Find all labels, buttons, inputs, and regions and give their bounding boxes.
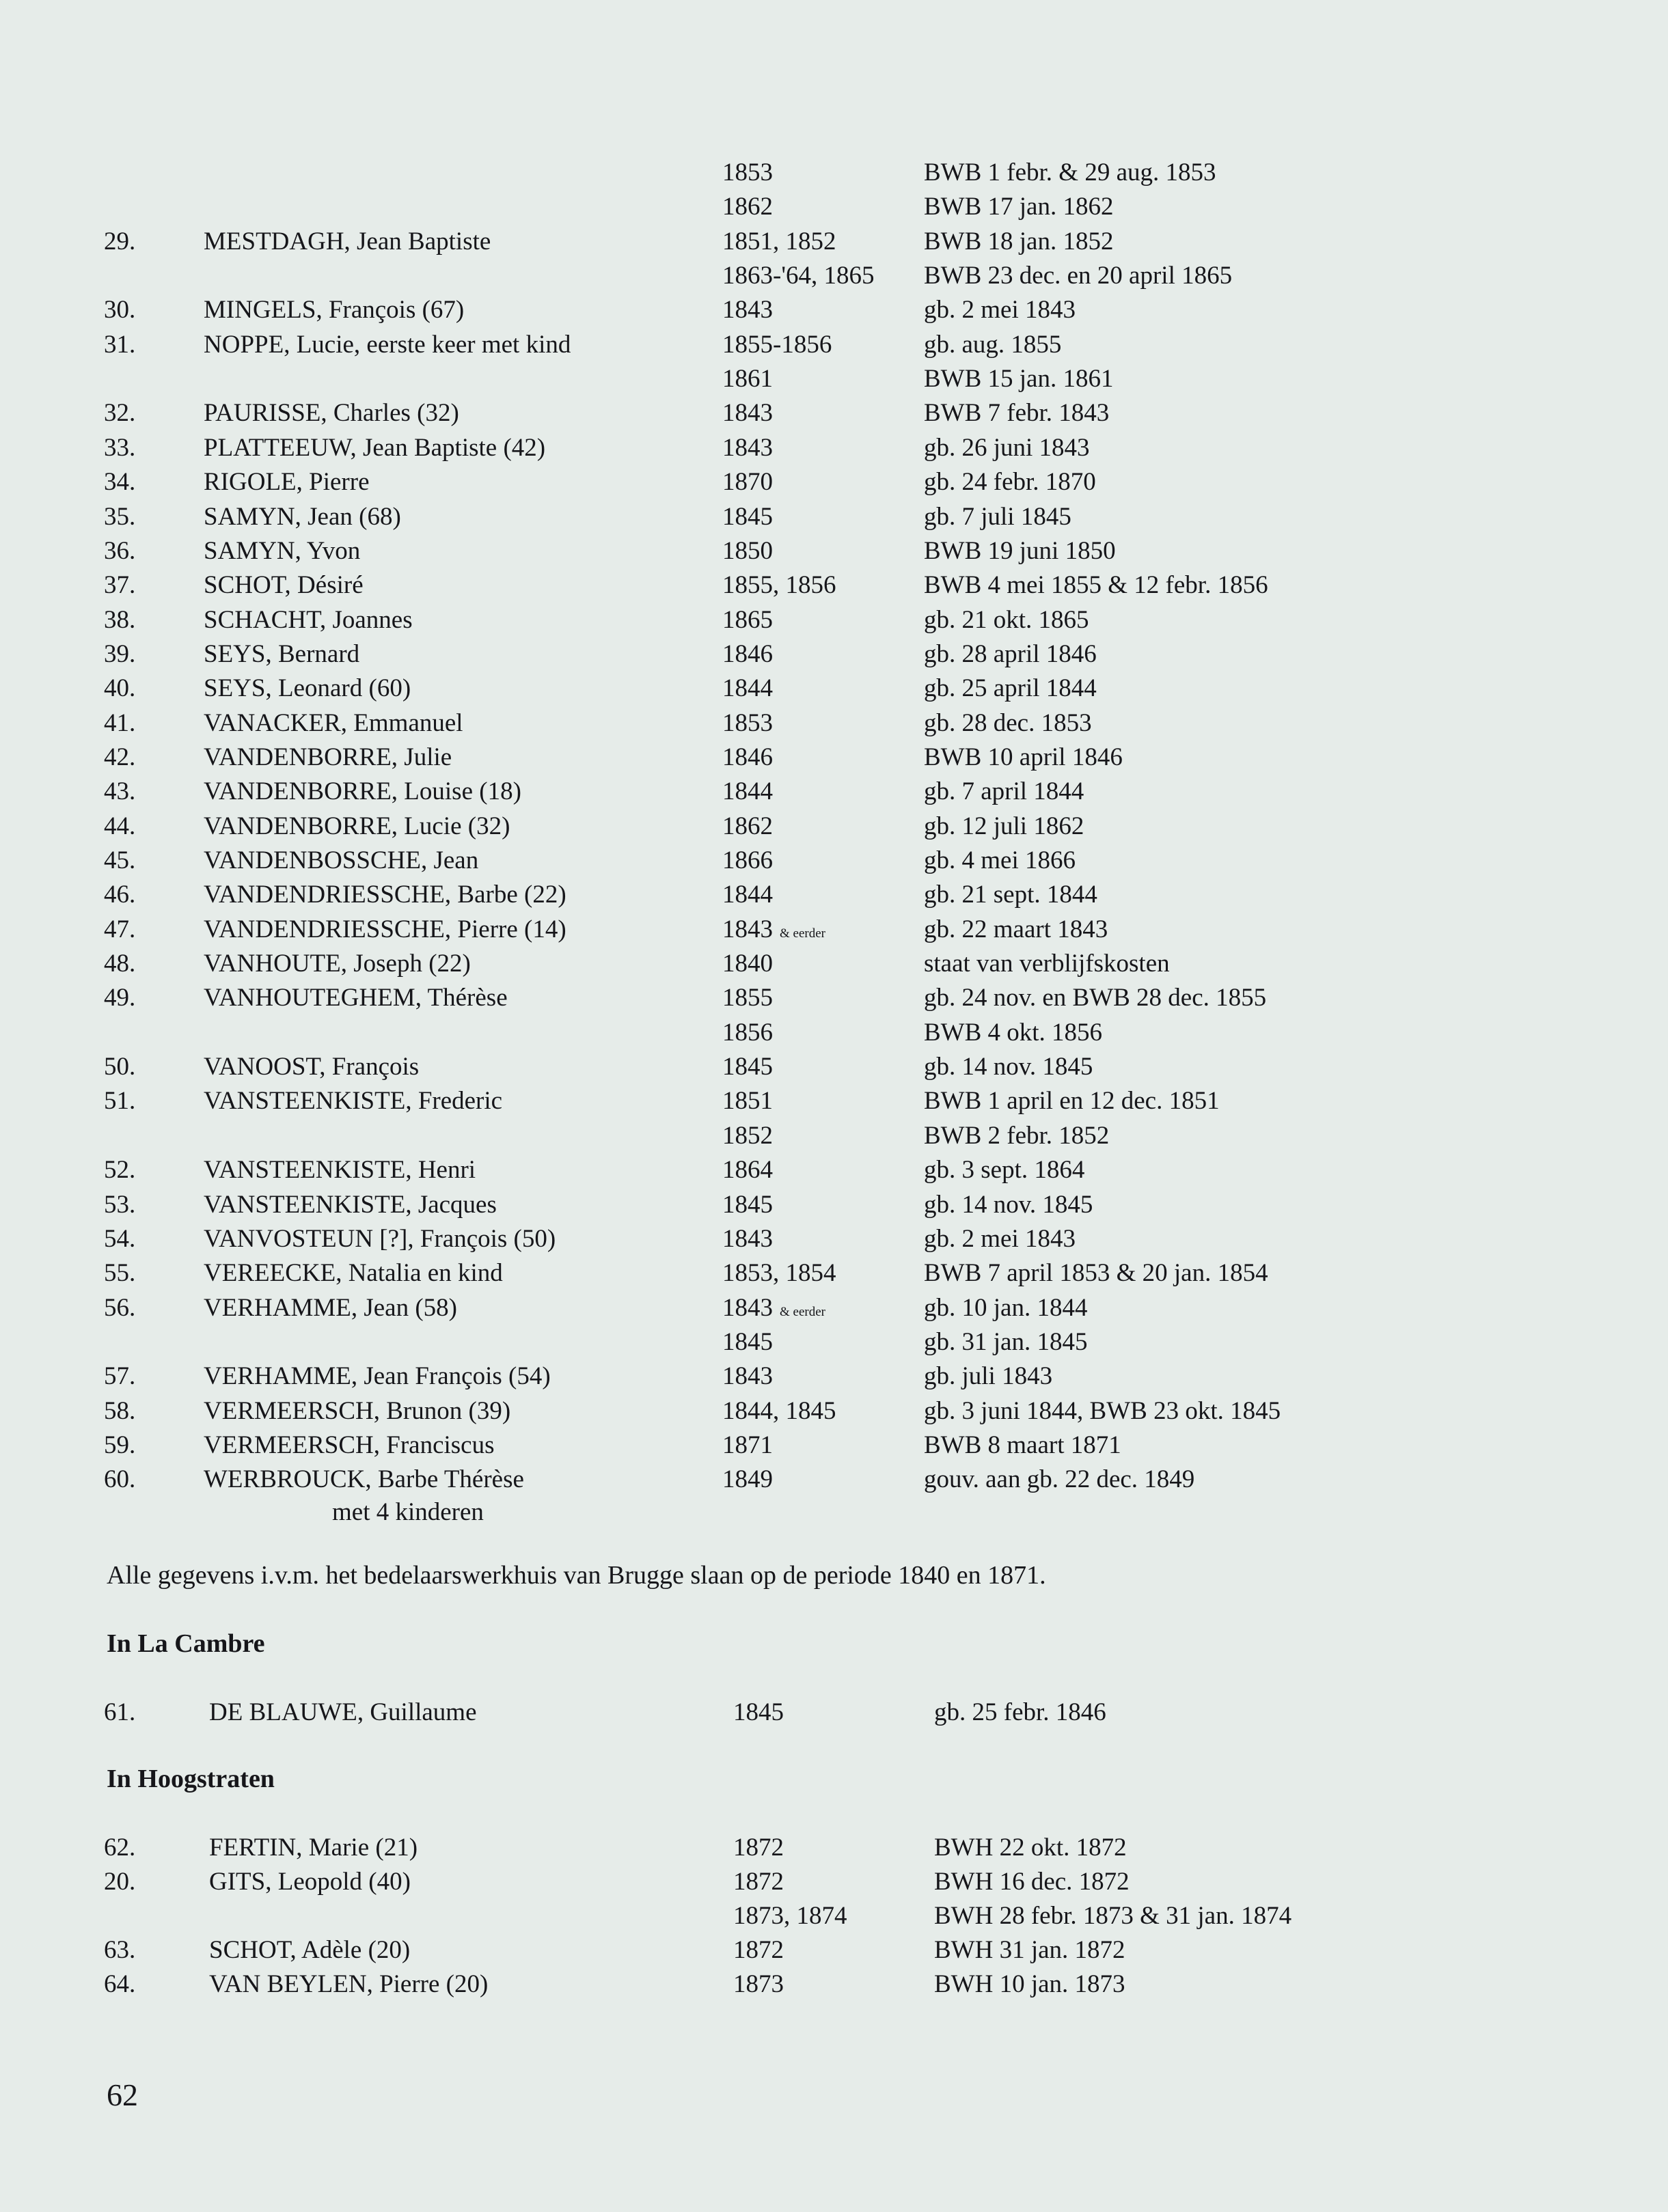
entry-name: VANVOSTEUN [?], François (50) xyxy=(204,1224,556,1253)
entry-source: gb. 22 maart 1843 xyxy=(924,915,1108,943)
table-row xyxy=(0,362,1668,396)
entry-year: 1844 xyxy=(722,881,773,909)
table-row xyxy=(0,1967,1668,2002)
table-row xyxy=(0,1188,1668,1222)
entry-year: 1851, 1852 xyxy=(722,227,836,255)
entry-source: BWH 28 febr. 1873 & 31 jan. 1874 xyxy=(934,1902,1292,1930)
entry-year: 1845 xyxy=(722,1190,773,1219)
table-row xyxy=(0,1016,1668,1050)
entry-year: 1872 xyxy=(733,1868,784,1896)
table-row xyxy=(0,844,1668,878)
entry-year: 1846 xyxy=(722,743,773,771)
entry-source: BWH 16 dec. 1872 xyxy=(934,1868,1130,1896)
entry-source: BWB 1 april en 12 dec. 1851 xyxy=(924,1087,1220,1116)
entry-year: 1866 xyxy=(722,846,773,874)
entry-number: 57. xyxy=(104,1362,136,1391)
entry-source: gb. 21 okt. 1865 xyxy=(924,605,1089,634)
entry-year: 1856 xyxy=(722,1018,773,1047)
entry-name: VANHOUTEGHEM, Thérèse xyxy=(204,984,508,1012)
year-value: 1843 xyxy=(722,915,773,943)
entry-year: 1843 xyxy=(722,296,773,324)
entry-year: 1862 xyxy=(722,193,773,221)
table-row xyxy=(0,603,1668,637)
table-row xyxy=(0,190,1668,224)
entry-year xyxy=(722,1291,825,1329)
entry-source: gb. 25 april 1844 xyxy=(924,674,1097,703)
entry-source: BWB 7 april 1853 & 20 jan. 1854 xyxy=(924,1259,1268,1288)
entry-name: VANSTEENKISTE, Frederic xyxy=(204,1087,503,1116)
entry-name: FERTIN, Marie (21) xyxy=(209,1834,418,1862)
entry-year: 1861 xyxy=(722,365,773,393)
table-row xyxy=(0,293,1668,327)
entry-number: 62. xyxy=(104,1834,136,1862)
table-row xyxy=(0,431,1668,465)
table-row xyxy=(0,1865,1668,1899)
entry-source: BWB 4 mei 1855 & 12 febr. 1856 xyxy=(924,571,1268,600)
entry-source: staat van verblijfskosten xyxy=(924,950,1170,978)
table-row xyxy=(0,637,1668,672)
entry-number: 58. xyxy=(104,1396,136,1425)
entry-name: VANACKER, Emmanuel xyxy=(204,708,463,737)
entry-year xyxy=(722,913,825,951)
entry-source: BWH 31 jan. 1872 xyxy=(934,1936,1125,1964)
entry-name: VANDENDRIESSCHE, Barbe (22) xyxy=(204,881,566,909)
entry-year: 1843 xyxy=(722,399,773,428)
entry-year: 1846 xyxy=(722,639,773,668)
table-row xyxy=(0,1394,1668,1428)
table-row xyxy=(0,775,1668,809)
entry-number: 61. xyxy=(104,1698,136,1726)
entry-number: 39. xyxy=(104,639,136,668)
entry-name: DE BLAUWE, Guillaume xyxy=(209,1698,477,1726)
entry-year: 1855, 1856 xyxy=(722,571,836,600)
entry-source: BWB 18 jan. 1852 xyxy=(924,227,1114,255)
entry-year: 1853, 1854 xyxy=(722,1259,836,1288)
entry-source: gb. 26 juni 1843 xyxy=(924,433,1090,462)
table-row xyxy=(0,500,1668,534)
entry-name: VEREECKE, Natalia en kind xyxy=(204,1259,503,1288)
entry-source: gb. 2 mei 1843 xyxy=(924,296,1076,324)
entry-source: gb. 24 febr. 1870 xyxy=(924,468,1096,497)
entry-source: BWH 10 jan. 1873 xyxy=(934,1970,1125,1998)
entry-source: gb. 28 dec. 1853 xyxy=(924,708,1092,737)
entry-year: 1855 xyxy=(722,984,773,1012)
entry-source: gb. 28 april 1846 xyxy=(924,639,1097,668)
table-row xyxy=(0,1463,1668,1497)
entry-source: gb. 21 sept. 1844 xyxy=(924,881,1097,909)
entry-source: gb. 25 febr. 1846 xyxy=(934,1698,1106,1726)
entry-name: WERBROUCK, Barbe Thérèse xyxy=(204,1465,524,1494)
entry-name: VANDENBOSSCHE, Jean xyxy=(204,846,479,874)
entry-name: SEYS, Leonard (60) xyxy=(204,674,411,703)
table-row xyxy=(0,156,1668,190)
entry-number: 37. xyxy=(104,571,136,600)
entry-number: 34. xyxy=(104,468,136,497)
table-row xyxy=(0,672,1668,706)
entry-year: 1855-1856 xyxy=(722,330,832,359)
entry-year: 1844 xyxy=(722,674,773,703)
entry-name: VANDENBORRE, Lucie (32) xyxy=(204,812,510,840)
entry-year: 1845 xyxy=(733,1698,784,1726)
table-row xyxy=(0,1084,1668,1118)
table-row xyxy=(0,1050,1668,1084)
table-row xyxy=(0,1899,1668,1933)
year-suffix: & eerder xyxy=(780,1304,825,1319)
table-row xyxy=(0,1359,1668,1394)
entry-number: 41. xyxy=(104,708,136,737)
entry-year: 1870 xyxy=(722,468,773,497)
table-row xyxy=(0,1153,1668,1187)
entry-name: VAN BEYLEN, Pierre (20) xyxy=(209,1970,489,1998)
entry-year: 1863-'64, 1865 xyxy=(722,262,875,290)
entry-name: PAURISSE, Charles (32) xyxy=(204,399,459,428)
entry-name: VANHOUTE, Joseph (22) xyxy=(204,950,471,978)
entry-number: 32. xyxy=(104,399,136,428)
table-row xyxy=(0,225,1668,259)
entry-name: VANOOST, François xyxy=(204,1053,420,1081)
entry-source: gb. 4 mei 1866 xyxy=(924,846,1076,874)
entry-year: 1872 xyxy=(733,1834,784,1862)
entry-name: VERHAMME, Jean François (54) xyxy=(204,1362,551,1391)
table-row xyxy=(0,1428,1668,1463)
entry-number: 33. xyxy=(104,433,136,462)
table-row xyxy=(0,396,1668,430)
entry-year: 1850 xyxy=(722,536,773,565)
entry-number: 45. xyxy=(104,846,136,874)
entry-name: SAMYN, Yvon xyxy=(204,536,361,565)
entry-year: 1853 xyxy=(722,158,773,186)
entry-source: gb. 7 juli 1845 xyxy=(924,502,1071,531)
entry-number: 29. xyxy=(104,227,136,255)
entry-name: SCHOT, Désiré xyxy=(204,571,364,600)
entry-source: BWB 15 jan. 1861 xyxy=(924,365,1114,393)
entry-number: 43. xyxy=(104,777,136,806)
entry-number: 40. xyxy=(104,674,136,703)
table-row xyxy=(0,913,1668,947)
table-row xyxy=(0,328,1668,362)
entry-source: gb. 24 nov. en BWB 28 dec. 1855 xyxy=(924,984,1267,1012)
entry-name: VERMEERSCH, Brunon (39) xyxy=(204,1396,511,1425)
entry-number: 47. xyxy=(104,915,136,943)
table-row xyxy=(0,534,1668,568)
entry-year: 1865 xyxy=(722,605,773,634)
entry-number: 36. xyxy=(104,536,136,565)
entry-year: 1844, 1845 xyxy=(722,1396,836,1425)
section-heading-la-cambre: In La Cambre xyxy=(107,1629,265,1658)
entry-name: PLATTEEUW, Jean Baptiste (42) xyxy=(204,433,546,462)
entry-number: 59. xyxy=(104,1430,136,1459)
entry-name: GITS, Leopold (40) xyxy=(209,1868,411,1896)
entry-year: 1840 xyxy=(722,950,773,978)
table-row xyxy=(0,1291,1668,1325)
entry-source: BWB 19 juni 1850 xyxy=(924,536,1116,565)
year-suffix: & eerder xyxy=(780,926,825,941)
entry-name: VANDENBORRE, Julie xyxy=(204,743,452,771)
entry-number: 51. xyxy=(104,1087,136,1116)
entry-source: BWB 7 febr. 1843 xyxy=(924,399,1110,428)
entry-year: 1845 xyxy=(722,502,773,531)
table-row xyxy=(0,568,1668,603)
entry-name: RIGOLE, Pierre xyxy=(204,468,370,497)
entry-number: 60. xyxy=(104,1465,136,1494)
entry-source: gb. 12 juli 1862 xyxy=(924,812,1084,840)
table-row xyxy=(0,981,1668,1015)
table-row xyxy=(0,1325,1668,1359)
entry-source: BWB 8 maart 1871 xyxy=(924,1430,1121,1459)
entry-year: 1871 xyxy=(722,1430,773,1459)
entry-year: 1872 xyxy=(733,1936,784,1964)
entry-name: MESTDAGH, Jean Baptiste xyxy=(204,227,491,255)
entry-number: 42. xyxy=(104,743,136,771)
entry-number: 46. xyxy=(104,881,136,909)
table-row xyxy=(0,947,1668,981)
entry-number: 31. xyxy=(104,330,136,359)
entry-year: 1864 xyxy=(722,1156,773,1185)
entry-year: 1853 xyxy=(722,708,773,737)
entry-source: gb. aug. 1855 xyxy=(924,330,1062,359)
entry-source: gb. 14 nov. 1845 xyxy=(924,1190,1093,1219)
entry-number: 52. xyxy=(104,1156,136,1185)
entry-name: VERHAMME, Jean (58) xyxy=(204,1293,457,1322)
entry-year: 1852 xyxy=(722,1121,773,1150)
entry-year: 1843 xyxy=(722,1362,773,1391)
entry-source: BWB 23 dec. en 20 april 1865 xyxy=(924,262,1233,290)
entry-source: gb. juli 1843 xyxy=(924,1362,1053,1391)
entry-year: 1873 xyxy=(733,1970,784,1998)
entry-name: SEYS, Bernard xyxy=(204,639,360,668)
entry-name: VERMEERSCH, Franciscus xyxy=(204,1430,495,1459)
table-row xyxy=(0,1222,1668,1256)
table-row xyxy=(0,1933,1668,1967)
table-row xyxy=(0,810,1668,844)
table-row xyxy=(0,1256,1668,1290)
entry-number: 30. xyxy=(104,296,136,324)
entry-source: gb. 3 juni 1844, BWB 23 okt. 1845 xyxy=(924,1396,1281,1425)
entry-number: 63. xyxy=(104,1936,136,1964)
entry-source: BWB 17 jan. 1862 xyxy=(924,193,1114,221)
entry-name: VANDENDRIESSCHE, Pierre (14) xyxy=(204,915,566,943)
entry-source: gb. 31 jan. 1845 xyxy=(924,1327,1088,1356)
page-number: 62 xyxy=(107,2077,138,2112)
entry-source: BWH 22 okt. 1872 xyxy=(934,1834,1127,1862)
entry-source: BWB 4 okt. 1856 xyxy=(924,1018,1103,1047)
entry-year: 1843 xyxy=(722,433,773,462)
entry-name: VANDENBORRE, Louise (18) xyxy=(204,777,521,806)
entry-number: 48. xyxy=(104,950,136,978)
table-row xyxy=(0,706,1668,741)
entry-number: 20. xyxy=(104,1868,136,1896)
entry-year: 1873, 1874 xyxy=(733,1902,847,1930)
table-row xyxy=(0,1119,1668,1153)
entry-year: 1843 xyxy=(722,1224,773,1253)
continuation-line: met 4 kinderen xyxy=(332,1497,484,1526)
entry-number: 56. xyxy=(104,1293,136,1322)
entry-source: gb. 14 nov. 1845 xyxy=(924,1053,1093,1081)
entry-source: gb. 10 jan. 1844 xyxy=(924,1293,1088,1322)
table-row xyxy=(0,465,1668,499)
section-heading-hoogstraten: In Hoogstraten xyxy=(107,1765,275,1793)
entry-number: 53. xyxy=(104,1190,136,1219)
entry-number: 49. xyxy=(104,984,136,1012)
entry-source: gb. 3 sept. 1864 xyxy=(924,1156,1085,1185)
entry-source: BWB 1 febr. & 29 aug. 1853 xyxy=(924,158,1216,186)
table-row xyxy=(0,878,1668,912)
entry-source: gouv. aan gb. 22 dec. 1849 xyxy=(924,1465,1195,1494)
entry-name: SAMYN, Jean (68) xyxy=(204,502,401,531)
table-row xyxy=(0,741,1668,775)
entry-number: 55. xyxy=(104,1259,136,1288)
entry-name: SCHACHT, Joannes xyxy=(204,605,413,634)
entry-year: 1845 xyxy=(722,1327,773,1356)
entry-name: VANSTEENKISTE, Henri xyxy=(204,1156,476,1185)
entry-number: 38. xyxy=(104,605,136,634)
entry-name: MINGELS, François (67) xyxy=(204,296,465,324)
entry-name: SCHOT, Adèle (20) xyxy=(209,1936,411,1964)
table-row xyxy=(0,1696,1668,1730)
entry-year: 1862 xyxy=(722,812,773,840)
entry-number: 54. xyxy=(104,1224,136,1253)
footnote-text: Alle gegevens i.v.m. het bedelaarswerkhuis van Brugge slaan op de periode 1840 en 1871. xyxy=(107,1561,1046,1590)
entry-number: 50. xyxy=(104,1053,136,1081)
entry-number: 44. xyxy=(104,812,136,840)
entry-source: BWB 2 febr. 1852 xyxy=(924,1121,1110,1150)
entry-number: 35. xyxy=(104,502,136,531)
entry-year: 1851 xyxy=(722,1087,773,1116)
entry-name: NOPPE, Lucie, eerste keer met kind xyxy=(204,330,571,359)
entry-year: 1849 xyxy=(722,1465,773,1494)
table-row xyxy=(0,259,1668,293)
entry-source: gb. 7 april 1844 xyxy=(924,777,1084,806)
year-value: 1843 xyxy=(722,1293,773,1322)
entry-source: BWB 10 april 1846 xyxy=(924,743,1123,771)
entry-number: 64. xyxy=(104,1970,136,1998)
table-row xyxy=(0,1831,1668,1865)
entry-name: VANSTEENKISTE, Jacques xyxy=(204,1190,497,1219)
entry-source: gb. 2 mei 1843 xyxy=(924,1224,1076,1253)
entry-year: 1845 xyxy=(722,1053,773,1081)
entry-year: 1844 xyxy=(722,777,773,806)
